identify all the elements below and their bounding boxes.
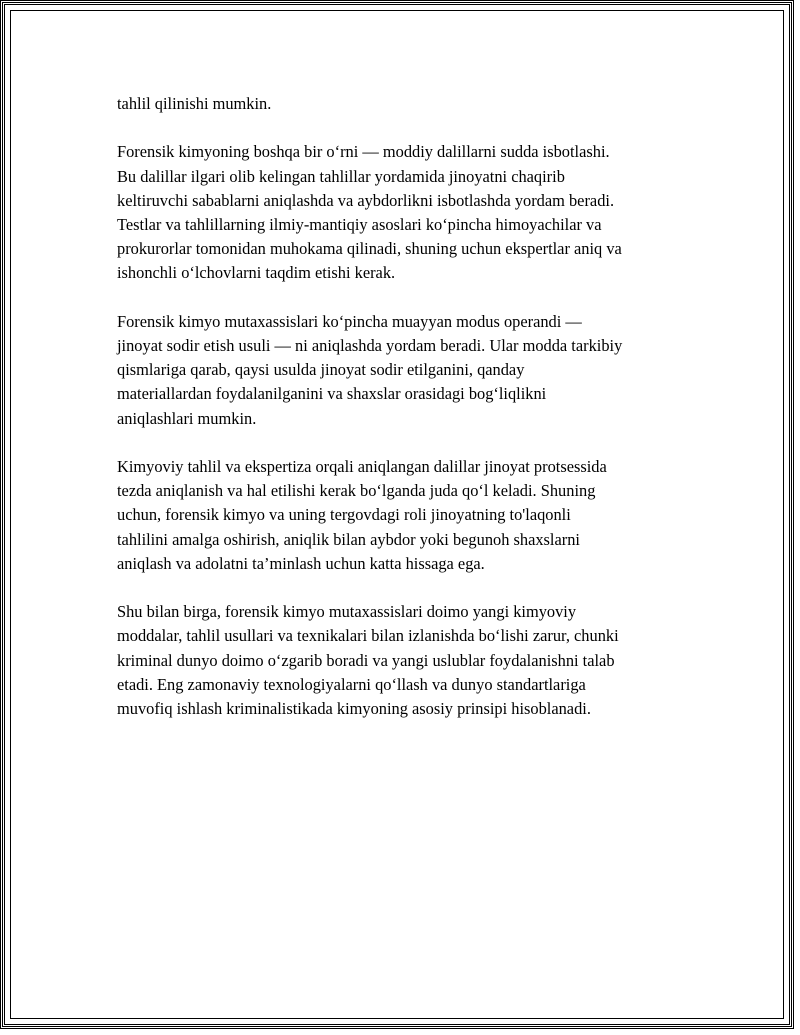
paragraph-5: Shu bilan birga, forensik kimyo mutaxassislari doimo yangi kimyoviy moddalar, tahlil usullari va texnikalari bilan izlanishda bo‘lishi zarur, chunki kriminal dunyo doimo o‘zgarib boradi va yangi uslublar foydalanishni talab etadi. Eng zamonaviy texnologiyalarni qo‘llash va dunyo standartlariga muvofiq ishlash kriminalistikada kimyoning asosiy prinsipi hisoblanadi. bbox=[117, 602, 619, 719]
paragraph-1: tahlil qilinishi mumkin. bbox=[117, 94, 272, 113]
paragraph-3: Forensik kimyo mutaxassislari ko‘pincha muayyan modus operandi — jinoyat sodir etish usuli — ni aniqlashda yordam beradi. Ular modda tarkibiy qismlariga qarab, qaysi usulda jinoyat sodir etilganini, qanday materiallardan foydalanilganini va shaxslar orasidagi bog‘liqlikni aniqlashlari mumkin. bbox=[117, 311, 623, 428]
paragraph-4: Kimyoviy tahlil va ekspertiza orqali aniqlangan dalillar jinoyat protsessida tezda aniqlanish va hal etilishi kerak bo‘lganda juda qo‘l keladi. Shuning uchun, forensik kimyo va uning tergovdagi roli jinoyatning to'laqonli tahlilini amalga oshirish, aniqlik bilan aybdor yoki begunoh shaxslarni aniqlash va adolatni ta’minlash uchun katta hissaga ega. bbox=[117, 457, 607, 573]
paragraph-2: Forensik kimyoning boshqa bir o‘rni — moddiy dalillarni sudda isbotlashi. Bu dalillar ilgari olib kelingan tahlillar yordamida jinoyatni chaqirib keltiruvchi sabablarni aniqlashda va aybdorlikni isbotlashda yordam beradi. Testlar va tahlillarning ilmiy-mantiqiy asoslari ko‘pincha himoyachilar va prokurorlar tomonidan muhokama qilinadi, shuning uchun ekspertlar aniq va ishonchli o‘lchovlarni taqdim etishi kerak. bbox=[117, 142, 622, 283]
document-body bbox=[117, 92, 697, 745]
